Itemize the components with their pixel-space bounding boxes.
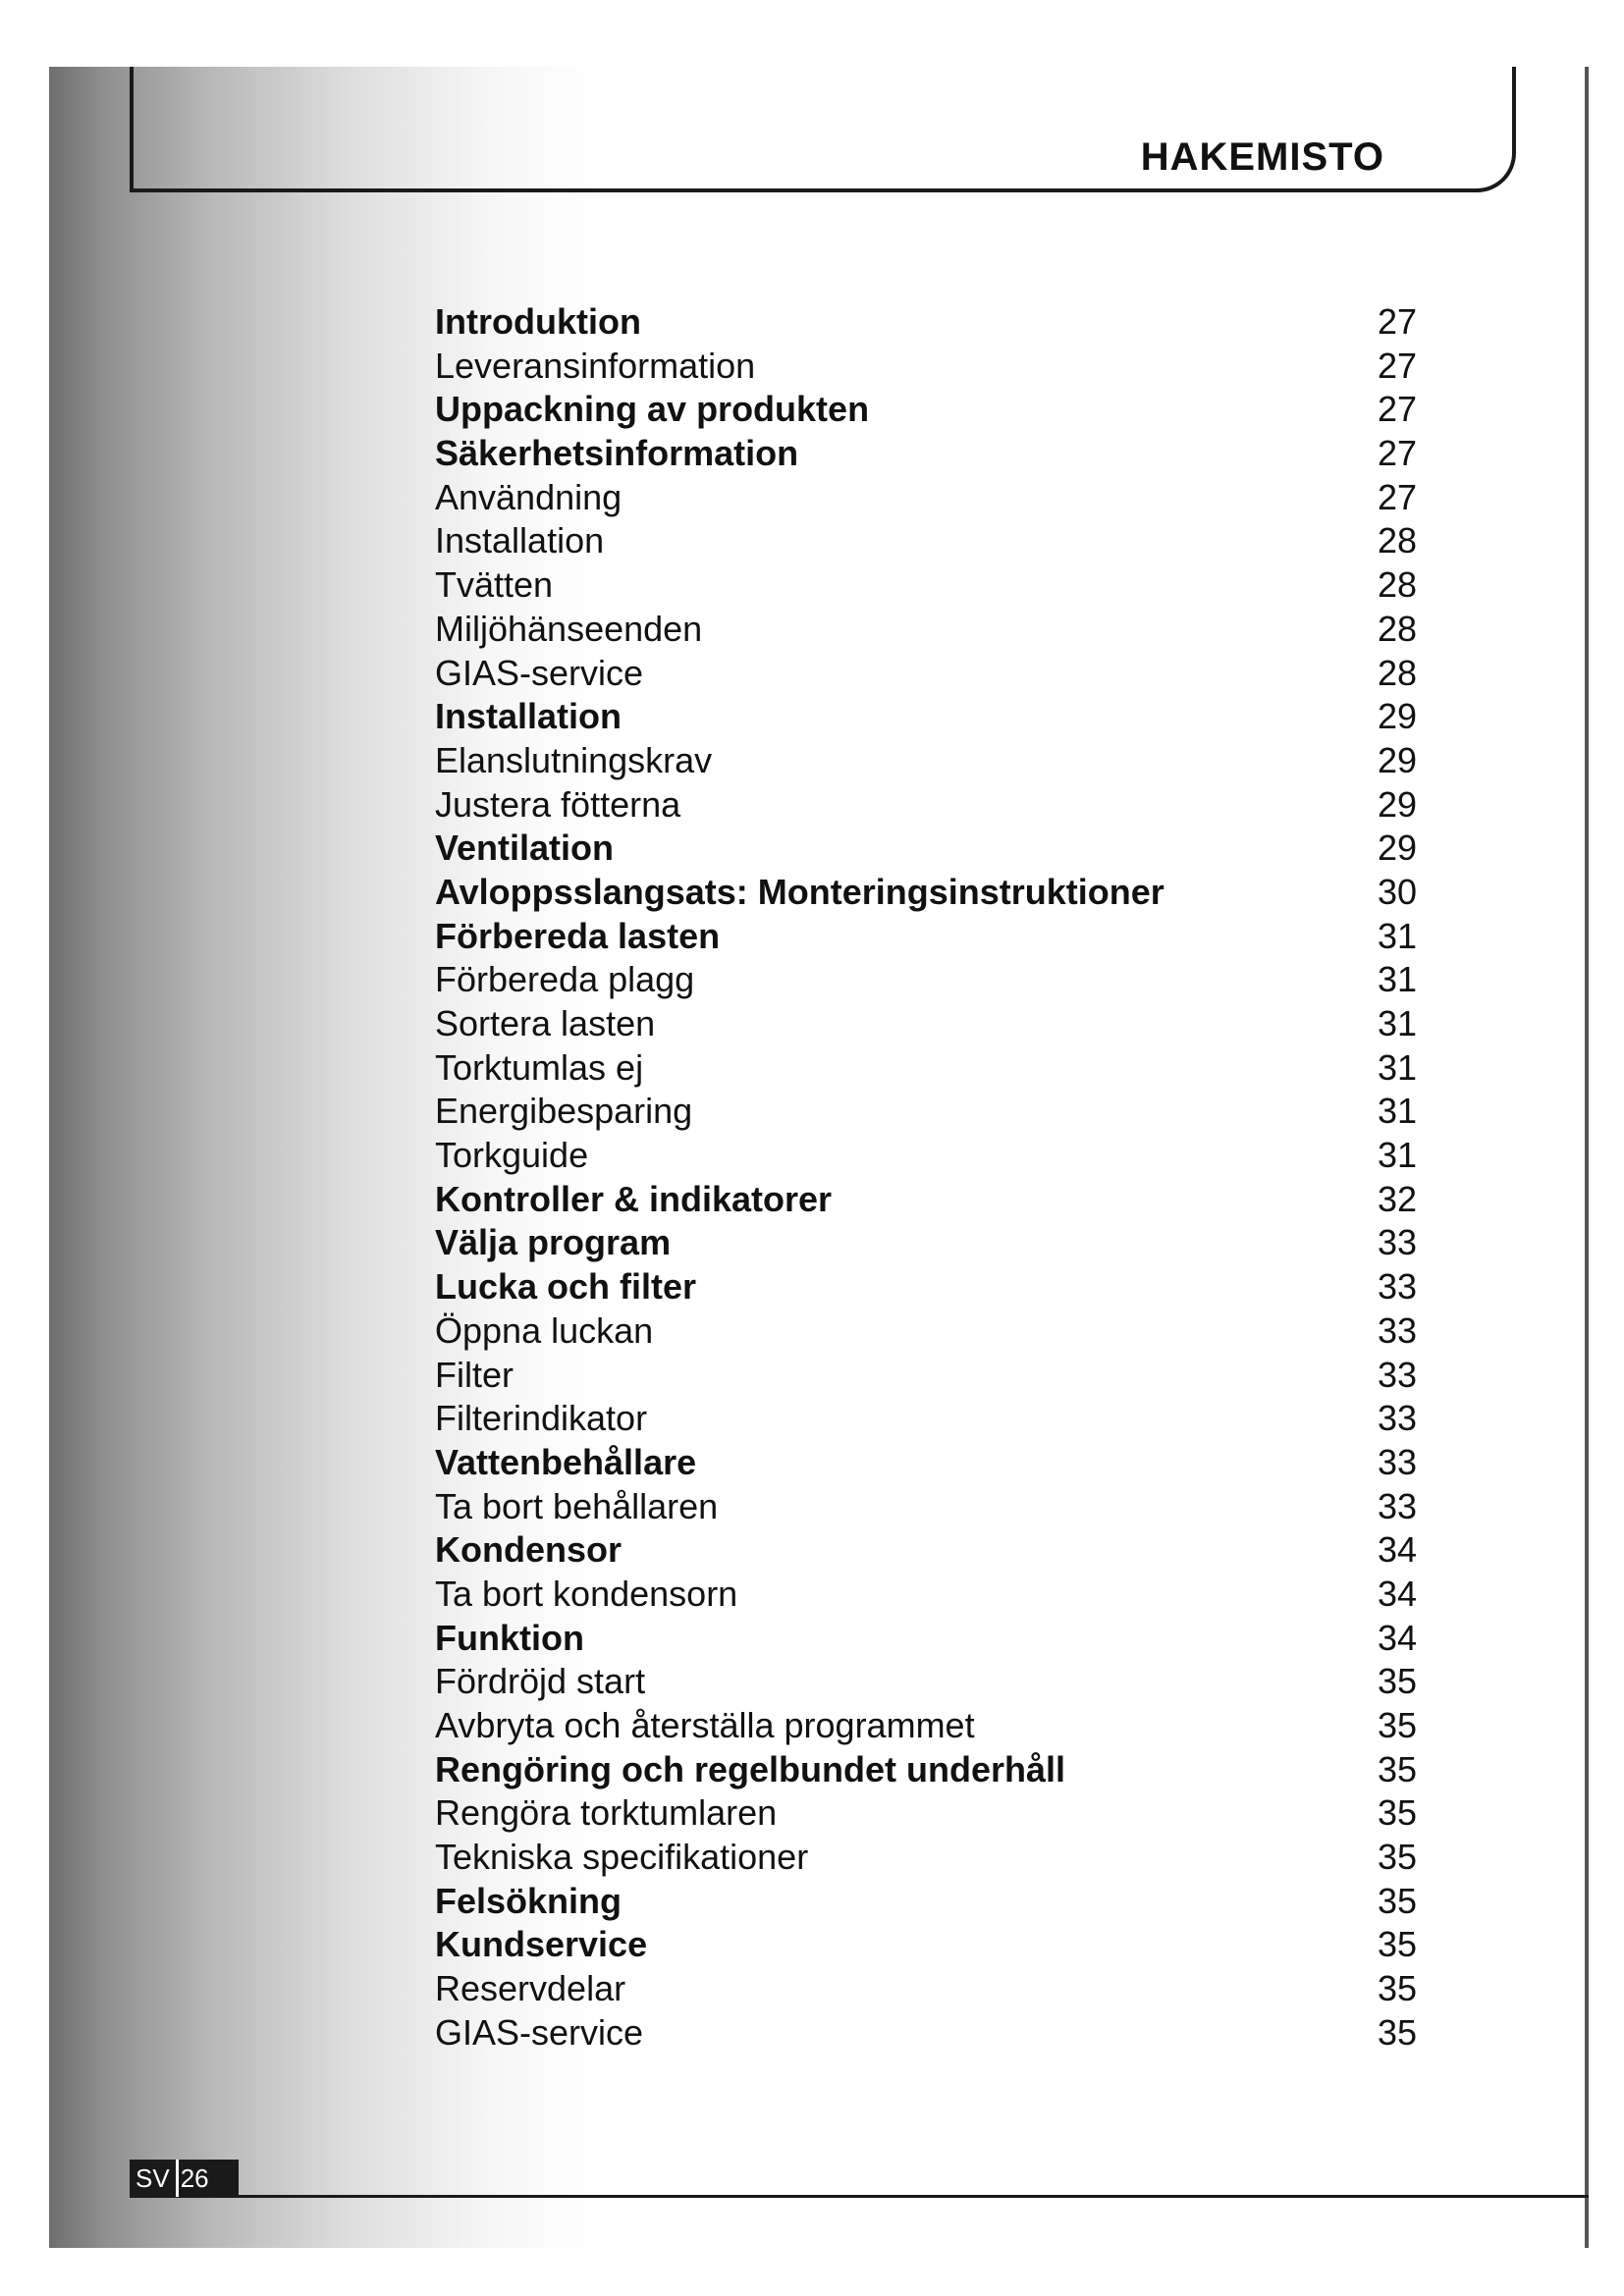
toc-entry-label: Förbereda plagg (435, 959, 695, 1000)
toc-subsection-entry[interactable] (435, 1397, 1417, 1441)
toc-entry-page-number: 29 (1377, 739, 1417, 780)
toc-entry-page-number: 34 (1377, 1529, 1417, 1571)
toc-subsection-entry[interactable] (435, 1309, 1417, 1354)
toc-entry-label: Felsökning (435, 1880, 623, 1921)
toc-entry-page-number: 35 (1377, 1661, 1417, 1702)
toc-subsection-entry[interactable] (435, 783, 1417, 828)
toc-entry-page-number: 34 (1377, 1617, 1417, 1658)
toc-entry-label: Ta bort behållaren (435, 1485, 719, 1526)
toc-entry-page-number: 29 (1377, 783, 1417, 825)
footer-badge (130, 2160, 239, 2197)
toc-entry-page-number: 28 (1377, 608, 1417, 649)
toc-subsection-entry[interactable] (435, 1836, 1417, 1880)
toc-entry-label: Ta bort kondensorn (435, 1573, 738, 1614)
toc-subsection-entry[interactable] (435, 1573, 1417, 1617)
toc-entry-label: Tvätten (435, 564, 554, 606)
toc-subsection-entry[interactable] (435, 1704, 1417, 1748)
toc-entry-page-number: 33 (1377, 1441, 1417, 1482)
toc-entry-label: Uppackning av produkten (435, 389, 870, 430)
toc-entry-page-number: 27 (1377, 301, 1417, 342)
toc-subsection-entry[interactable] (435, 476, 1417, 520)
toc-entry-page-number: 27 (1377, 433, 1417, 474)
toc-entry-page-number: 34 (1377, 1573, 1417, 1614)
toc-subsection-entry[interactable] (435, 652, 1417, 696)
toc-section-entry[interactable] (435, 1221, 1417, 1265)
toc-section-entry[interactable] (435, 827, 1417, 871)
toc-entry-page-number: 28 (1377, 520, 1417, 561)
toc-entry-page-number: 33 (1377, 1485, 1417, 1526)
toc-entry-page-number: 31 (1377, 1135, 1417, 1176)
toc-entry-page-number: 35 (1377, 1880, 1417, 1921)
toc-entry-page-number: 31 (1377, 1046, 1417, 1088)
toc-entry-label: Välja program (435, 1222, 672, 1263)
toc-entry-label: GIAS-service (435, 2011, 644, 2053)
toc-entry-label: Användning (435, 476, 623, 517)
toc-section-entry[interactable] (435, 1528, 1417, 1573)
toc-subsection-entry[interactable] (435, 1791, 1417, 1836)
toc-entry-page-number: 30 (1377, 871, 1417, 912)
toc-entry-page-number: 27 (1377, 389, 1417, 430)
toc-entry-label: Avloppsslangsats: Monteringsinstruktioner (435, 871, 1164, 912)
toc-entry-label: Reservdelar (435, 1968, 626, 2009)
toc-entry-label: Ventilation (435, 828, 615, 869)
toc-subsection-entry[interactable] (435, 345, 1417, 389)
toc-entry-label: Tekniska specifikationer (435, 1837, 809, 1878)
toc-entry-page-number: 27 (1377, 476, 1417, 517)
toc-entry-label: Funktion (435, 1617, 584, 1658)
toc-subsection-entry[interactable] (435, 739, 1417, 783)
toc-entry-label: Energibesparing (435, 1091, 693, 1132)
toc-subsection-entry[interactable] (435, 1134, 1417, 1178)
toc-entry-label: Filter (435, 1354, 514, 1395)
toc-entry-label: Fördröjd start (435, 1661, 646, 1702)
toc-entry-page-number: 31 (1377, 1091, 1417, 1132)
toc-entry-page-number: 31 (1377, 1003, 1417, 1043)
toc-entry-label: Miljöhänseenden (435, 608, 703, 649)
toc-entry-label: Filterindikator (435, 1398, 648, 1439)
toc-entry-page-number: 33 (1377, 1398, 1417, 1439)
toc-section-entry[interactable] (435, 1441, 1417, 1485)
toc-entry-page-number: 35 (1377, 1924, 1417, 1965)
toc-entry-page-number: 33 (1377, 1266, 1417, 1308)
toc-entry-label: Vattenbehållare (435, 1441, 697, 1482)
toc-subsection-entry[interactable] (435, 1090, 1417, 1134)
toc-subsection-entry[interactable] (435, 958, 1417, 1002)
toc-entry-page-number: 27 (1377, 345, 1417, 386)
toc-entry-label: Introduktion (435, 301, 641, 342)
toc-entry-page-number: 35 (1377, 1968, 1417, 2009)
toc-subsection-entry[interactable] (435, 1354, 1417, 1398)
toc-section-entry[interactable] (435, 1178, 1417, 1222)
toc-entry-page-number: 33 (1377, 1309, 1417, 1351)
toc-entry-label: Kundservice (435, 1924, 648, 1965)
toc-entry-page-number: 33 (1377, 1354, 1417, 1395)
toc-entry-page-number: 31 (1377, 959, 1417, 1000)
toc-subsection-entry[interactable] (435, 519, 1417, 563)
toc-section-entry[interactable] (435, 388, 1417, 432)
toc-entry-label: Leveransinformation (435, 345, 756, 386)
table-of-contents (435, 300, 1417, 2056)
toc-entry-page-number: 35 (1377, 2011, 1417, 2053)
toc-entry-label: Torktumlas ej (435, 1046, 644, 1088)
toc-subsection-entry[interactable] (435, 1485, 1417, 1529)
right-border-rule (1585, 67, 1589, 2248)
toc-entry-page-number: 29 (1377, 828, 1417, 869)
page-number: 26 (179, 2160, 239, 2197)
toc-section-entry[interactable] (435, 1923, 1417, 1967)
toc-entry-page-number: 33 (1377, 1222, 1417, 1263)
toc-entry-label: Lucka och filter (435, 1266, 697, 1308)
toc-entry-page-number: 28 (1377, 652, 1417, 693)
toc-entry-label: Avbryta och återställa programmet (435, 1705, 975, 1745)
toc-entry-label: GIAS-service (435, 652, 644, 693)
toc-entry-label: Öppna luckan (435, 1309, 654, 1351)
toc-entry-label: Rengöra torktumlaren (435, 1792, 778, 1834)
toc-subsection-entry[interactable] (435, 2011, 1417, 2056)
toc-entry-label: Installation (435, 696, 623, 737)
toc-entry-label: Torkguide (435, 1135, 589, 1176)
toc-entry-label: Rengöring och regelbundet underhåll (435, 1748, 1066, 1789)
toc-section-entry[interactable] (435, 432, 1417, 476)
toc-section-entry[interactable] (435, 1617, 1417, 1661)
toc-subsection-entry[interactable] (435, 1967, 1417, 2011)
toc-section-entry[interactable] (435, 1748, 1417, 1792)
toc-subsection-entry[interactable] (435, 1046, 1417, 1091)
footer-rule (130, 2195, 1589, 2198)
toc-subsection-entry[interactable] (435, 563, 1417, 608)
toc-entry-label: Justera fötterna (435, 783, 681, 825)
toc-entry-page-number: 32 (1377, 1178, 1417, 1219)
toc-section-entry[interactable] (435, 1880, 1417, 1924)
toc-entry-label: Säkerhetsinformation (435, 433, 799, 474)
toc-entry-label: Kondensor (435, 1529, 623, 1571)
toc-entry-page-number: 28 (1377, 564, 1417, 606)
toc-subsection-entry[interactable] (435, 608, 1417, 652)
toc-entry-page-number: 35 (1377, 1705, 1417, 1745)
toc-entry-label: Förbereda lasten (435, 915, 721, 956)
language-code: SV (130, 2160, 179, 2197)
toc-entry-label: Sortera lasten (435, 1003, 656, 1043)
page-title: HAKEMISTO (1140, 135, 1384, 179)
toc-entry-label: Kontroller & indikatorer (435, 1178, 833, 1219)
toc-entry-page-number: 35 (1377, 1748, 1417, 1789)
toc-subsection-entry[interactable] (435, 1002, 1417, 1046)
toc-subsection-entry[interactable] (435, 1660, 1417, 1704)
toc-entry-page-number: 31 (1377, 915, 1417, 956)
toc-entry-label: Installation (435, 520, 605, 561)
toc-section-entry[interactable] (435, 695, 1417, 739)
toc-entry-page-number: 29 (1377, 696, 1417, 737)
toc-entry-page-number: 35 (1377, 1837, 1417, 1878)
toc-section-entry[interactable] (435, 1265, 1417, 1309)
toc-entry-page-number: 35 (1377, 1792, 1417, 1834)
toc-section-entry[interactable] (435, 915, 1417, 959)
toc-section-entry[interactable] (435, 300, 1417, 345)
toc-entry-label: Elanslutningskrav (435, 739, 713, 780)
toc-section-entry[interactable] (435, 871, 1417, 915)
